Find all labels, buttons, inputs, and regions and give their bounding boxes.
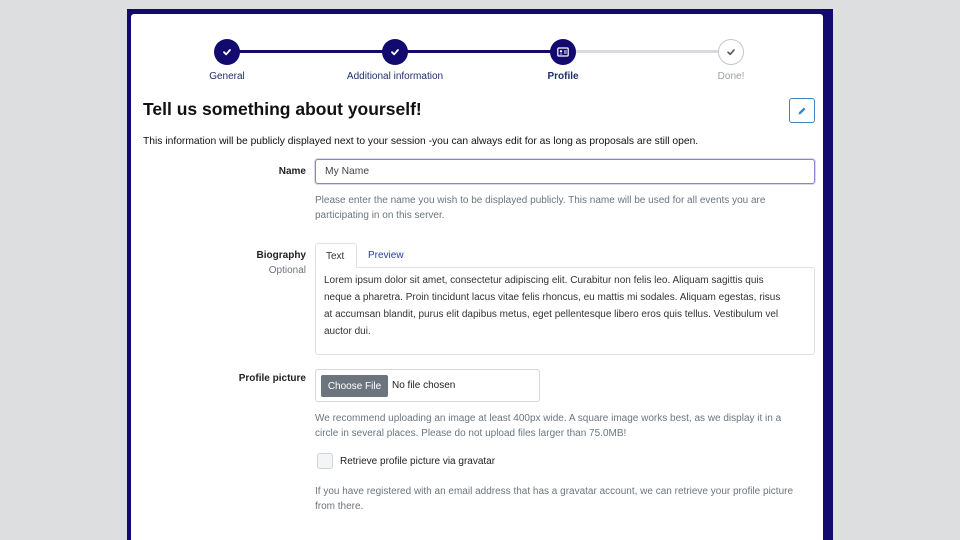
edit-button[interactable] <box>789 98 815 123</box>
gravatar-checkbox[interactable] <box>317 453 333 469</box>
biography-line: auctor dui. <box>324 326 371 337</box>
tab-text[interactable]: Text <box>315 243 357 268</box>
step-done-indicator <box>718 39 744 65</box>
id-card-icon <box>557 47 569 57</box>
step-label-profile: Profile <box>547 71 579 82</box>
biography-line: neque a pharetra. Proin tincidunt lacus vitae felis rhoncus, eu mattis mi sodales. Aliquam egestas, risus <box>324 292 781 303</box>
step-label-general: General <box>209 71 245 82</box>
gravatar-checkbox-label[interactable]: Retrieve profile picture via gravatar <box>340 456 496 467</box>
check-icon <box>222 47 232 57</box>
step-label-additional-information: Additional information <box>346 71 444 82</box>
profile-picture-help-line: We recommend uploading an image at least 400px wide. A square image works best, as we display it in a <box>315 413 782 424</box>
gravatar-help-line: from there. <box>315 501 364 512</box>
file-status-text: No file chosen <box>392 380 456 391</box>
progress-stepper <box>0 0 960 90</box>
step-connector-todo <box>563 50 731 53</box>
name-input[interactable] <box>315 159 815 184</box>
gravatar-help-text <box>315 484 815 514</box>
check-icon <box>390 47 400 57</box>
pencil-icon <box>797 106 807 116</box>
biography-label: Biography <box>256 250 306 261</box>
page-title: Tell us something about yourself! <box>143 99 422 119</box>
profile-picture-file-input[interactable] <box>315 369 540 402</box>
step-label-done: Done! <box>717 71 745 82</box>
gravatar-help-line: If you have registered with an email address that has a gravatar account, we can retrieve your profile picture <box>315 486 794 497</box>
profile-picture-label: Profile picture <box>238 373 306 384</box>
step-general-indicator <box>214 39 240 65</box>
choose-file-button[interactable]: Choose File <box>321 375 388 397</box>
name-label: Name <box>278 166 306 177</box>
name-help-text <box>315 193 815 223</box>
name-help-line: Please enter the name you wish to be displayed publicly. This name will be used for all events you are <box>315 195 766 206</box>
name-help-line: participating in on this server. <box>315 210 445 221</box>
biography-optional-label: Optional <box>268 265 306 276</box>
check-icon <box>726 47 736 57</box>
tab-preview[interactable]: Preview <box>368 250 404 261</box>
intro-text: This information will be publicly displayed next to your session -you can always edit for as long as proposals are still open. <box>143 136 699 147</box>
biography-line: at accumsan blandit, purus elit dapibus metus, eget pellentesque libero eros quis tellus. Vestibulum vel <box>324 309 779 320</box>
step-additional-information-indicator <box>382 39 408 65</box>
profile-picture-help-text <box>315 411 815 441</box>
step-profile-indicator <box>550 39 576 65</box>
profile-picture-help-line: circle in several places. Please do not upload files larger than 75.0MB! <box>315 428 627 439</box>
biography-line: Lorem ipsum dolor sit amet, consectetur adipiscing elit. Curabitur non felis leo. Aliquam sagittis quis <box>324 275 764 286</box>
biography-textarea[interactable] <box>315 267 815 355</box>
